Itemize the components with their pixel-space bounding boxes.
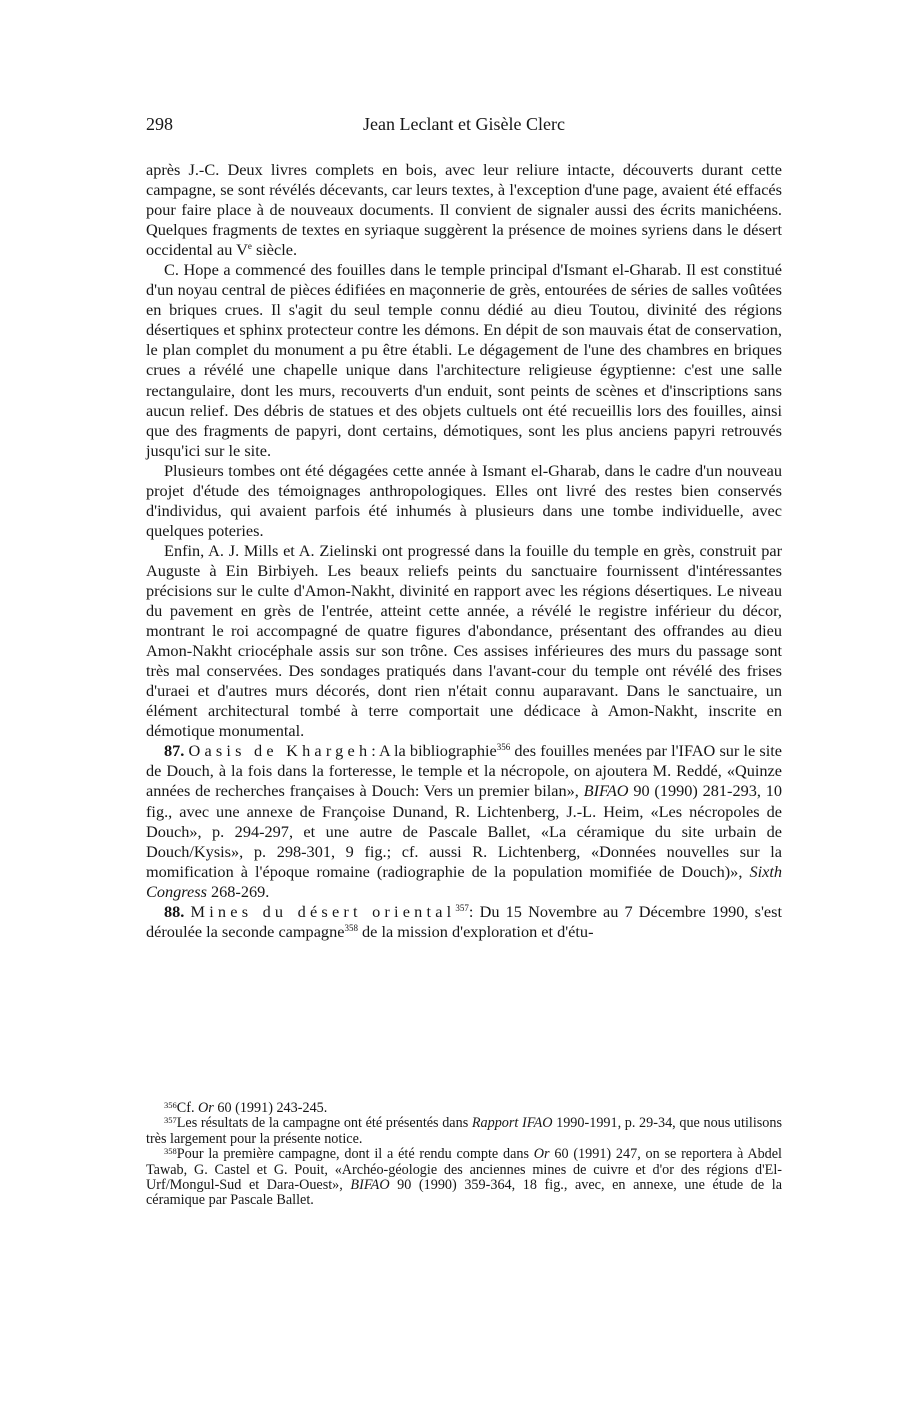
paragraph: C. Hope a commencé des fouilles dans le temple principal d'Ismant el-Gharab. Il est constitué d'un noyau central de pièces édifiées en maçonnerie de grès, entourées de séries de salles voûtées en briques crues. Il s'agit du seul temple connu dédié au dieu Toutou, divinité des régions désertiques et sphinx protecteur contre les démons. En dépit de son mauvais état de conservation, le plan complet du monument a pu être établi. Le dégagement de l'une des chambres en briques crues a révélé une chapelle unique dans l'architecture religieuse égyptienne: c'est une salle rectangulaire, dont les murs, recouverts d'un enduit, sont peints de scènes et d'inscriptions sans aucun relief. Des débris de statues et des objets cultuels ont été recueillis lors des fouilles, ainsi que des fragments de papyri, dont certains, démotiques, sont les plus anciens papyri retrouvés jusqu'ici sur le site. <box>146 260 782 460</box>
section-number: 87. <box>164 741 185 761</box>
section-87: 87. Oasis de Khargeh: A la bibliographie$^{356}$ des fouilles menées par l'IFAO sur le site de Douch, à la fois dans la forteresse, le temple et la nécropole, on ajoutera M. Reddé, «Quinze années de recherches françaises à Douch: Vers un premier bilan», BIFAO 90 (1990) 281-293, 10 fig., avec une annexe de Françoise Dunand, R. Lichtenberg, J.-L. Heim, «Les nécropoles de Douch», p. 294-297, et une autre de Pascale Ballet, «La céramique du site urbain de Douch/Kysis», p. 298-301, 9 fig.; cf. aussi R. Lichtenberg, «Données nouvelles sur la momification à l'époque romaine (radiographie de la population momifiée de Douch)», Sixth Congress 268-269. <box>146 741 782 901</box>
section-number: 88. <box>164 901 185 921</box>
paragraph: Enfin, A. J. Mills et A. Zielinski ont progressé dans la fouille du temple en grès, construit par Auguste à Ein Birbiyeh. Les beaux reliefs peints du sanctuaire fournissent d'intéressantes précisions sur le culte d'Amon-Nakht, divinité en rapport avec les régions désertiques. Le niveau du pavement en grès de l'entrée, atteint cette année, a révélé le registre inférieur du décor, montrant le roi accompagné de quatre figures d'abondance, présentant des offrandes au dieu Amon-Nakht criocéphale assis sur son trône. Ces assises inférieures des murs du passage sont très mal conservées. Des sondages pratiqués dans l'avant-cour du temple ont révélé des frises d'uraei et d'autres murs décorés, dont rien n'était connu auparavant. Dans le sanctuaire, un élément architectural tombé à terre comportait une dédicace à Amon-Nakht, inscrite en démotique monumental. <box>146 540 782 741</box>
footnote-ref: 358 <box>344 922 358 933</box>
footnote-357: $^{357}$Les résultats de la campagne ont été présentés dans Rapport IFAO 1990-1991, p. 29-34, que nous utilisons très largement pour la présente notice. <box>146 1115 783 1147</box>
paragraph: après J.-C. Deux livres complets en bois, avec leur reliure intacte, découverts durant cette campagne, se sont révélés décevants, car leurs textes, à l'exception d'une page, avaient été effacés pour faire place à de nouveaux documents. Il convient de signaler aussi des écrits manichéens. Quelques fragments de textes en syriaque suggèrent la présence de moines syriens dans le désert occidental au Ve siècle. <box>146 160 782 260</box>
running-header <box>146 114 782 140</box>
footnote-ref: e <box>247 241 252 252</box>
running-title: Jean Leclant et Gisèle Clerc <box>363 114 565 134</box>
paragraph: Plusieurs tombes ont été dégagées cette année à Ismant el-Gharab, dans le cadre d'un nouveau projet d'étude des témoignages anthropologiques. Elles ont livré des restes bien conservés d'individus, qui avaient parfois été inhumés à plusieurs dans une tombe individuelle, avec quelques poteries. <box>146 460 782 540</box>
footnote-356: $^{356}$Cf. Or 60 (1991) 243-245. <box>164 1100 328 1116</box>
section-heading: Mines du désert oriental <box>190 901 456 921</box>
footnote-ref: 357 <box>455 902 469 913</box>
page-number: 298 <box>146 114 173 134</box>
section-88: 88. Mines du désert oriental$^{357}$: Du 15 Novembre au 7 Décembre 1990, s'est déroulée la seconde campagne$^{358}$ de la mission d'exploration et d'étu- <box>146 901 782 941</box>
footnote-358: $^{358}$Pour la première campagne, dont il a été rendu compte dans Or 60 (1991) 247, on se reportera à Abdel Tawab, G. Castel et G. Pouit, «Archéo-géologie des anciennes mines de cuivre et d'or des régions d'El-Urf/Mongul-Sud et Dara-Ouest», BIFAO 90 (1990) 359-364, 18 fig., avec, en annexe, une étude de la céramique par Pascale Ballet. <box>146 1146 783 1209</box>
footnotes <box>146 1101 782 1209</box>
section-heading: Oasis de Khargeh <box>188 741 372 761</box>
footnote-ref: 356 <box>496 742 511 753</box>
main-text <box>146 160 782 942</box>
